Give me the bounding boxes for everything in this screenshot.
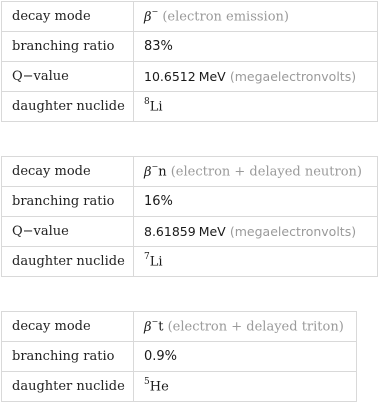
branching-ratio-row: [2, 187, 378, 217]
branching-ratio-row: [2, 32, 378, 62]
decay-mode-row: [2, 2, 378, 32]
daughter-nuclide-value: [134, 247, 378, 277]
branching-ratio-row: [2, 342, 357, 372]
element-symbol: He: [149, 379, 169, 395]
mass-number: 7: [144, 252, 150, 263]
decay-mode-particle: n: [158, 164, 167, 180]
q-value-row: [2, 217, 378, 247]
decay-mode-row: [2, 312, 357, 342]
element-symbol: Li: [149, 254, 163, 270]
decay-mode-value: [134, 157, 378, 187]
daughter-nuclide-label: daughter nuclide: [2, 247, 134, 277]
daughter-nuclide-row: [2, 372, 357, 402]
beta-symbol: β−: [144, 162, 159, 180]
decay-mode-row: [2, 157, 378, 187]
beta-symbol: β−: [144, 7, 159, 25]
q-value-number: 8.61859: [144, 223, 196, 239]
decay-mode-label: decay mode: [2, 2, 134, 32]
q-value-number: 10.6512: [144, 68, 196, 84]
daughter-nuclide-value: [134, 92, 378, 122]
daughter-nuclide-label: daughter nuclide: [2, 92, 134, 122]
decay-table-beta-minus-t: [1, 311, 357, 402]
daughter-nuclide-row: [2, 92, 378, 122]
branching-ratio-label: branching ratio: [2, 32, 134, 62]
branching-ratio-value: 16%: [134, 187, 378, 217]
mass-number: 8: [144, 97, 150, 108]
q-value-unit: MeV: [198, 223, 226, 239]
branching-ratio-label: branching ratio: [2, 342, 134, 372]
element-symbol: Li: [149, 99, 163, 115]
q-value-unit-name: (megaelectronvolts): [229, 223, 357, 239]
decay-mode-description: (electron emission): [162, 9, 289, 25]
q-value-label: Q−value: [2, 217, 134, 247]
decay-table-beta-minus-n: [1, 156, 378, 277]
daughter-nuclide-value: [134, 372, 357, 402]
branching-ratio-label: branching ratio: [2, 187, 134, 217]
decay-table-beta-minus: [1, 1, 378, 122]
q-value-unit: MeV: [198, 68, 226, 84]
beta-symbol: β−: [144, 317, 159, 335]
decay-mode-value: [134, 2, 378, 32]
mass-number: 5: [144, 377, 150, 388]
decay-mode-label: decay mode: [2, 312, 134, 342]
q-value-row: [2, 62, 378, 92]
decay-mode-particle: t: [158, 319, 164, 335]
branching-ratio-value: 83%: [134, 32, 378, 62]
decay-mode-label: decay mode: [2, 157, 134, 187]
daughter-nuclide-row: [2, 247, 378, 277]
decay-mode-value: [134, 312, 357, 342]
q-value-value: [134, 62, 378, 92]
q-value-unit-name: (megaelectronvolts): [229, 68, 357, 84]
branching-ratio-value: 0.9%: [134, 342, 357, 372]
q-value-value: [134, 217, 378, 247]
decay-mode-description: (electron + delayed neutron): [170, 164, 362, 180]
q-value-label: Q−value: [2, 62, 134, 92]
daughter-nuclide-label: daughter nuclide: [2, 372, 134, 402]
decay-mode-description: (electron + delayed triton): [167, 319, 344, 335]
